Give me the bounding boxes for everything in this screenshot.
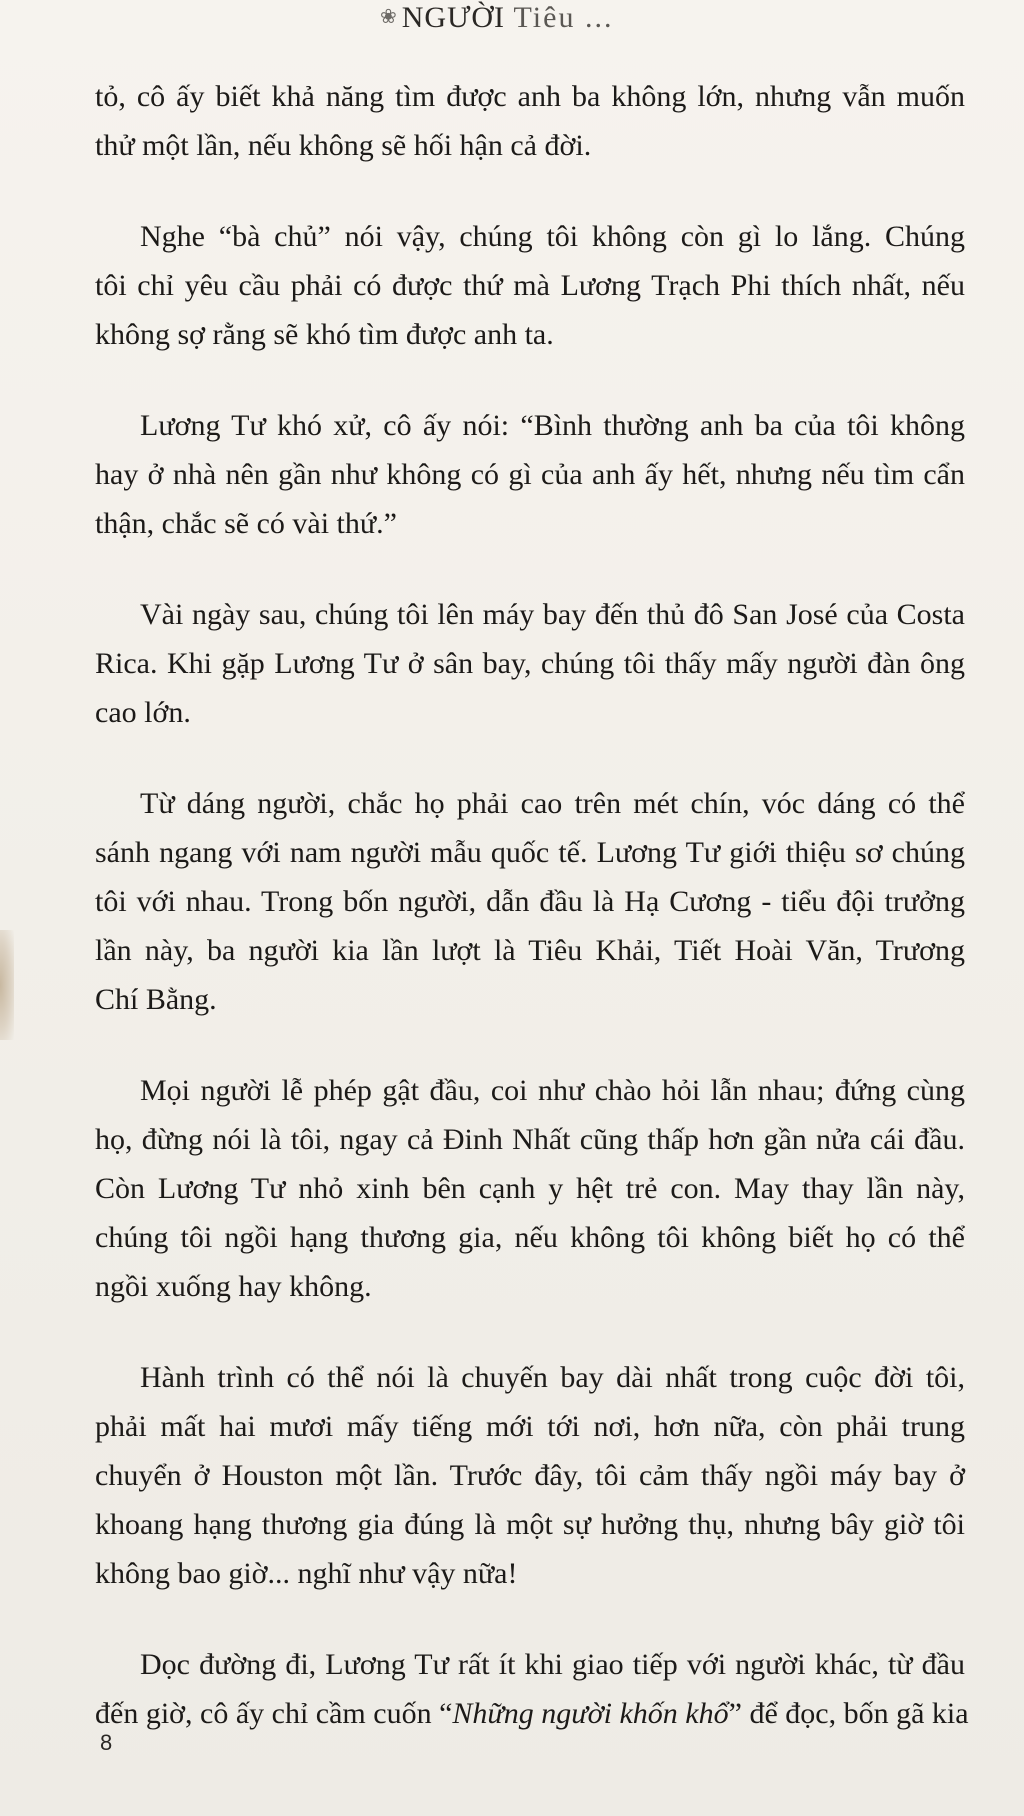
text-line: sánh ngang với nam người mẫu quốc tế. Lương Tư giới thiệu sơ chúng (95, 836, 965, 869)
paragraph-8 (95, 1640, 969, 1738)
text-line: thử một lần, nếu không sẽ hối hận cả đời. (95, 129, 592, 162)
paragraph-4 (95, 590, 965, 737)
text-line: họ, đừng nói là tôi, ngay cả Đinh Nhất cũng thấp hơn gần nửa cái đầu. (95, 1123, 965, 1156)
text-line: Chí Bằng. (95, 983, 217, 1016)
text-line: Còn Lương Tư nhỏ xinh bên cạnh y hệt trẻ con. May thay lần này, (95, 1172, 965, 1205)
text-line: không sợ rằng sẽ khó tìm được anh ta. (95, 318, 554, 351)
body-text (95, 72, 969, 1780)
text-line: cao lớn. (95, 696, 191, 729)
page-edge-shadow (0, 930, 14, 1040)
text-line: chúng tôi ngồi hạng thương gia, nếu không tôi không biết họ có thể (95, 1221, 965, 1254)
text-line: Nghe “bà chủ” nói vậy, chúng tôi không còn gì lo lắng. Chúng (140, 220, 965, 253)
running-header (380, 0, 613, 34)
header-title: NGƯỜI (401, 1, 506, 34)
text-line: Vài ngày sau, chúng tôi lên máy bay đến thủ đô San José của Costa (140, 598, 965, 631)
header-title-cut: Tiêu ... (513, 1, 614, 34)
paragraph-2 (95, 212, 965, 359)
text-line: lần này, ba người kia lần lượt là Tiêu Khải, Tiết Hoài Văn, Trương (95, 934, 965, 967)
text-run: đến giờ, cô ấy chỉ cầm cuốn (95, 1697, 440, 1730)
text-line: thận, chắc sẽ có vài thứ.” (95, 507, 397, 540)
text-line: Dọc đường đi, Lương Tư rất ít khi giao tiếp với người khác, từ đầu (140, 1648, 965, 1681)
paragraph-6 (95, 1066, 965, 1311)
text-line: phải mất hai mươi mấy tiếng mới tới nơi, hơn nữa, còn phải trung (95, 1410, 965, 1443)
text-line: Lương Tư khó xử, cô ấy nói: “Bình thường anh ba của tôi không (140, 409, 965, 442)
paragraph-1 (95, 72, 965, 170)
text-line: ngồi xuống hay không. (95, 1270, 372, 1303)
flower-ornament-icon: ❀ (380, 6, 398, 28)
text-line: Hành trình có thể nói là chuyến bay dài nhất trong cuộc đời tôi, (140, 1361, 965, 1394)
text-line: tôi chỉ yêu cầu phải có được thứ mà Lương Trạch Phi thích nhất, nếu (95, 269, 965, 302)
paragraph-5 (95, 779, 965, 1024)
book-title-italic: Những người khốn khổ (452, 1697, 729, 1730)
text-line: đến giờ, cô ấy chỉ cầm cuốn “Những người khốn khổ” để đọc, bốn gã kia (95, 1697, 969, 1730)
text-line: Mọi người lễ phép gật đầu, coi như chào hỏi lẫn nhau; đứng cùng (140, 1074, 965, 1107)
paragraph-3 (95, 401, 965, 548)
paragraph-7 (95, 1353, 965, 1598)
text-line: Từ dáng người, chắc họ phải cao trên mét chín, vóc dáng có thể (140, 787, 965, 820)
text-run: ” để đọc, bốn gã kia (728, 1697, 969, 1730)
text-line: hay ở nhà nên gần như không có gì của anh ấy hết, nhưng nếu tìm cẩn (95, 458, 965, 491)
text-line: tôi với nhau. Trong bốn người, dẫn đầu là Hạ Cương - tiểu đội trưởng (95, 885, 965, 918)
text-line: Rica. Khi gặp Lương Tư ở sân bay, chúng tôi thấy mấy người đàn ông (95, 647, 965, 680)
text-line: không bao giờ... nghĩ như vậy nữa! (95, 1557, 518, 1590)
text-line: chuyển ở Houston một lần. Trước đây, tôi cảm thấy ngồi máy bay ở (95, 1459, 965, 1492)
page-number: 8 (100, 1730, 113, 1755)
text-line: khoang hạng thương gia đúng là một sự hưởng thụ, nhưng bây giờ tôi (95, 1508, 965, 1541)
text-line: tỏ, cô ấy biết khả năng tìm được anh ba không lớn, nhưng vẫn muốn (95, 80, 965, 113)
